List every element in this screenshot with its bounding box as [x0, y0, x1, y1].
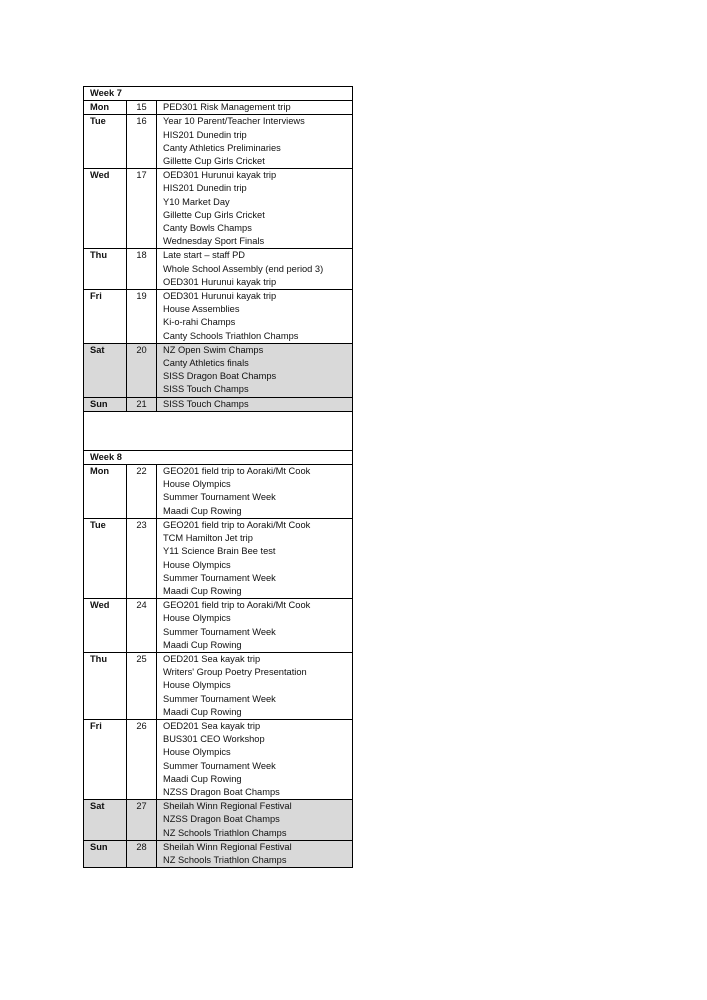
day-name: Sun: [84, 840, 127, 867]
event-item: House Olympics: [163, 747, 231, 758]
event-item: Maadi Cup Rowing: [163, 773, 242, 784]
event-item: HIS201 Dunedin trip: [163, 129, 247, 140]
day-date: 24: [127, 599, 157, 653]
day-row: [84, 719, 353, 799]
week-title: Week 8: [84, 450, 353, 464]
day-date: 21: [127, 397, 157, 411]
day-row: [84, 249, 353, 290]
event-item: NZ Schools Triathlon Champs: [163, 827, 287, 838]
day-name: Mon: [84, 101, 127, 115]
event-item: PED301 Risk Management trip: [163, 102, 291, 113]
event-item: Y11 Science Brain Bee test: [163, 546, 276, 557]
day-name: Mon: [84, 465, 127, 519]
day-date: 19: [127, 290, 157, 344]
event-item: GEO201 field trip to Aoraki/Mt Cook: [163, 600, 311, 611]
week-title: Week 7: [84, 87, 353, 101]
event-item: Canty Athletics finals: [163, 358, 249, 369]
day-row: [84, 599, 353, 653]
day-date: 20: [127, 343, 157, 397]
event-item: GEO201 field trip to Aoraki/Mt Cook: [163, 519, 311, 530]
events-cell: [157, 101, 353, 115]
event-item: Gillette Cup Girls Cricket: [163, 209, 265, 220]
day-name: Sat: [84, 800, 127, 841]
event-item: SISS Touch Champs: [163, 384, 249, 395]
event-item: SISS Dragon Boat Champs: [163, 371, 277, 382]
day-row: [84, 101, 353, 115]
day-name: Thu: [84, 652, 127, 719]
day-row: [84, 465, 353, 519]
day-name: Fri: [84, 719, 127, 799]
day-date: 22: [127, 465, 157, 519]
events-cell: [157, 465, 353, 519]
events-cell: [157, 518, 353, 598]
events-cell: [157, 115, 353, 169]
event-item: Late start – staff PD: [163, 250, 245, 261]
event-item: Writers' Group Poetry Presentation: [163, 667, 307, 678]
event-item: Maadi Cup Rowing: [163, 585, 242, 596]
events-cell: [157, 599, 353, 653]
day-date: 25: [127, 652, 157, 719]
day-name: Tue: [84, 518, 127, 598]
event-item: OED301 Hurunui kayak trip: [163, 170, 277, 181]
event-item: House Olympics: [163, 613, 231, 624]
day-row: [84, 290, 353, 344]
day-date: 18: [127, 249, 157, 290]
event-item: Maadi Cup Rowing: [163, 505, 242, 516]
events-cell: [157, 397, 353, 411]
events-cell: [157, 840, 353, 867]
day-date: 27: [127, 800, 157, 841]
day-row: [84, 169, 353, 249]
event-item: OED201 Sea kayak trip: [163, 720, 261, 731]
event-item: Summer Tournament Week: [163, 492, 276, 503]
event-item: SISS Touch Champs: [163, 398, 249, 409]
day-row: [84, 343, 353, 397]
event-item: Wednesday Sport Finals: [163, 236, 265, 247]
event-item: Canty Athletics Preliminaries: [163, 142, 281, 153]
event-item: Y10 Market Day: [163, 196, 230, 207]
events-cell: [157, 343, 353, 397]
event-item: NZSS Dragon Boat Champs: [163, 786, 280, 797]
day-name: Thu: [84, 249, 127, 290]
week-header: [84, 450, 353, 464]
event-item: Summer Tournament Week: [163, 572, 276, 583]
day-row: [84, 652, 353, 719]
event-item: Canty Schools Triathlon Champs: [163, 330, 299, 341]
event-item: OED301 Hurunui kayak trip: [163, 276, 277, 287]
events-cell: [157, 169, 353, 249]
event-item: NZSS Dragon Boat Champs: [163, 814, 280, 825]
event-item: Maadi Cup Rowing: [163, 706, 242, 717]
event-item: Summer Tournament Week: [163, 760, 276, 771]
event-item: OED301 Hurunui kayak trip: [163, 291, 277, 302]
event-item: Sheilah Winn Regional Festival: [163, 801, 292, 812]
event-item: Summer Tournament Week: [163, 626, 276, 637]
events-cell: [157, 290, 353, 344]
events-cell: [157, 652, 353, 719]
day-name: Wed: [84, 169, 127, 249]
day-row: [84, 840, 353, 867]
event-item: OED201 Sea kayak trip: [163, 653, 261, 664]
week-spacer: [84, 411, 353, 450]
day-date: 23: [127, 518, 157, 598]
week-header: [84, 87, 353, 101]
event-item: BUS301 CEO Workshop: [163, 734, 265, 745]
event-item: Canty Bowls Champs: [163, 223, 252, 234]
event-item: Year 10 Parent/Teacher Interviews: [163, 116, 305, 127]
day-date: 28: [127, 840, 157, 867]
event-item: TCM Hamilton Jet trip: [163, 533, 253, 544]
events-cell: [157, 719, 353, 799]
day-date: 15: [127, 101, 157, 115]
event-item: Sheilah Winn Regional Festival: [163, 841, 292, 852]
event-item: Whole School Assembly (end period 3): [163, 263, 324, 274]
events-cell: [157, 800, 353, 841]
day-name: Tue: [84, 115, 127, 169]
day-date: 16: [127, 115, 157, 169]
event-item: Gillette Cup Girls Cricket: [163, 156, 265, 167]
event-item: Ki-o-rahi Champs: [163, 317, 236, 328]
event-item: House Olympics: [163, 479, 231, 490]
event-item: NZ Open Swim Champs: [163, 344, 264, 355]
day-name: Wed: [84, 599, 127, 653]
events-cell: [157, 249, 353, 290]
event-item: Summer Tournament Week: [163, 693, 276, 704]
day-name: Fri: [84, 290, 127, 344]
event-item: Maadi Cup Rowing: [163, 639, 242, 650]
day-row: [84, 800, 353, 841]
calendar-table: [83, 86, 353, 868]
day-date: 26: [127, 719, 157, 799]
day-date: 17: [127, 169, 157, 249]
event-item: NZ Schools Triathlon Champs: [163, 854, 287, 865]
day-name: Sat: [84, 343, 127, 397]
event-item: House Assemblies: [163, 304, 240, 315]
day-row: [84, 115, 353, 169]
event-item: GEO201 field trip to Aoraki/Mt Cook: [163, 466, 311, 477]
event-item: House Olympics: [163, 680, 231, 691]
event-item: House Olympics: [163, 559, 231, 570]
day-name: Sun: [84, 397, 127, 411]
day-row: [84, 397, 353, 411]
event-item: HIS201 Dunedin trip: [163, 183, 247, 194]
day-row: [84, 518, 353, 598]
